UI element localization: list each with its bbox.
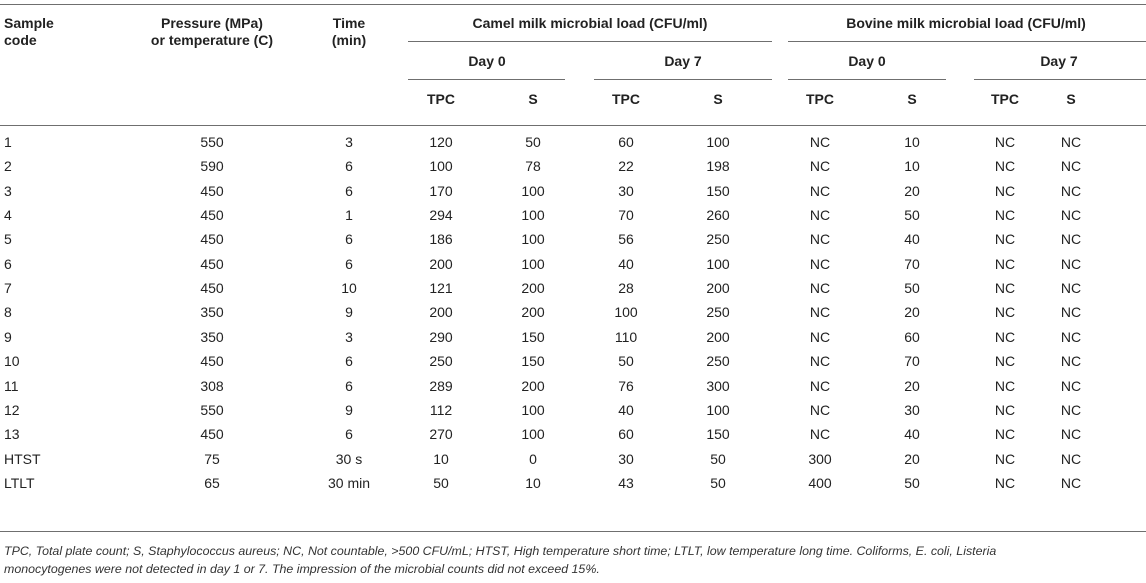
camel-group-rule [408, 41, 772, 42]
cell-camel-d0-s: 150 [521, 328, 545, 345]
cell-sample-code: 8 [4, 304, 12, 321]
cell-time: 6 [345, 231, 353, 248]
cell-camel-d7-s: 250 [706, 353, 730, 370]
cell-camel-d7-tpc: 40 [618, 401, 634, 418]
cell-camel-d0-s: 50 [525, 134, 541, 150]
header-bovine-d0-s: S [907, 91, 917, 107]
cell-camel-d0-s: 200 [521, 280, 545, 297]
cell-bovine-d0-s: 50 [904, 474, 920, 491]
cell-camel-d0-tpc: 186 [429, 231, 453, 248]
camel-day0-rule [408, 79, 565, 80]
cell-camel-d7-tpc: 100 [614, 304, 638, 321]
cell-camel-d7-tpc: 70 [618, 207, 634, 224]
cell-bovine-d0-tpc: NC [809, 426, 831, 443]
cell-bovine-d7-s: NC [1060, 134, 1082, 150]
cell-camel-d0-s: 78 [525, 158, 541, 175]
cell-bovine-d7-tpc: NC [994, 231, 1016, 248]
cell-bovine-d7-tpc: NC [994, 207, 1016, 224]
cell-bovine-d7-tpc: NC [994, 255, 1016, 272]
cell-camel-d0-s: 100 [521, 426, 545, 443]
bovine-group-rule [788, 41, 1146, 42]
cell-bovine-d0-s: 50 [904, 280, 920, 297]
cell-camel-d7-tpc: 30 [618, 182, 634, 199]
header-sample-code: Sample code [4, 15, 54, 48]
cell-bovine-d0-s: 20 [904, 450, 920, 467]
cell-bovine-d0-tpc: NC [809, 134, 831, 150]
cell-sample-code: 7 [4, 280, 12, 297]
header-camel-day0: Day 0 [468, 53, 506, 69]
cell-bovine-d7-s: NC [1060, 280, 1082, 297]
cell-camel-d0-tpc: 50 [433, 474, 449, 491]
cell-camel-d0-tpc: 250 [429, 353, 453, 370]
cell-camel-d0-tpc: 270 [429, 426, 453, 443]
cell-camel-d7-s: 100 [706, 134, 730, 150]
cell-time: 1 [345, 207, 353, 224]
header-camel-d7-tpc: TPC [612, 91, 640, 107]
cell-bovine-d7-s: NC [1060, 401, 1082, 418]
cell-camel-d0-tpc: 100 [429, 158, 453, 175]
cell-bovine-d7-tpc: NC [994, 280, 1016, 297]
cell-bovine-d7-s: NC [1060, 158, 1082, 175]
bovine-day0-rule [788, 79, 946, 80]
cell-camel-d0-tpc: 294 [429, 207, 453, 224]
cell-bovine-d7-tpc: NC [994, 158, 1016, 175]
cell-camel-d0-s: 100 [521, 207, 545, 224]
cell-bovine-d0-tpc: NC [809, 280, 831, 297]
cell-time: 9 [345, 304, 353, 321]
header-bovine-day0: Day 0 [848, 53, 886, 69]
cell-camel-d7-tpc: 60 [618, 134, 634, 150]
cell-bovine-d7-s: NC [1060, 474, 1082, 491]
cell-camel-d7-tpc: 40 [618, 255, 634, 272]
cell-camel-d7-s: 250 [706, 304, 730, 321]
cell-time: 6 [345, 377, 353, 394]
cell-time: 6 [345, 158, 353, 175]
cell-camel-d7-tpc: 110 [614, 328, 638, 345]
header-time: Time (min) [331, 15, 367, 48]
cell-camel-d7-tpc: 76 [618, 377, 634, 394]
header-bovine-d7-tpc: TPC [991, 91, 1019, 107]
cell-pressure: 308 [200, 377, 224, 394]
cell-camel-d0-s: 100 [521, 182, 545, 199]
cell-pressure: 75 [204, 450, 220, 467]
cell-camel-d7-tpc: 43 [618, 474, 634, 491]
cell-sample-code: 6 [4, 255, 12, 272]
cell-time: 3 [345, 134, 353, 150]
header-bovine-d7-s: S [1066, 91, 1076, 107]
cell-time: 9 [345, 401, 353, 418]
header-camel-d7-s: S [713, 91, 723, 107]
cell-bovine-d0-s: 40 [904, 231, 920, 248]
bovine-day7-rule [974, 79, 1146, 80]
cell-camel-d7-s: 100 [706, 401, 730, 418]
header-bovine-day7: Day 7 [1040, 53, 1078, 69]
cell-bovine-d0-tpc: NC [809, 377, 831, 394]
cell-bovine-d7-s: NC [1060, 255, 1082, 272]
cell-bovine-d7-s: NC [1060, 304, 1082, 321]
cell-sample-code: 5 [4, 231, 12, 248]
cell-bovine-d7-tpc: NC [994, 328, 1016, 345]
header-camel-group: Camel milk microbial load (CFU/ml) [472, 15, 708, 31]
cell-camel-d7-s: 150 [706, 426, 730, 443]
cell-camel-d7-s: 150 [706, 182, 730, 199]
cell-bovine-d0-tpc: NC [809, 231, 831, 248]
cell-bovine-d7-tpc: NC [994, 401, 1016, 418]
cell-pressure: 550 [200, 134, 224, 150]
cell-bovine-d0-tpc: NC [809, 158, 831, 175]
cell-camel-d7-s: 50 [710, 450, 726, 467]
cell-bovine-d7-tpc: NC [994, 353, 1016, 370]
cell-camel-d0-s: 150 [521, 353, 545, 370]
table-bottom-rule [0, 531, 1146, 532]
cell-pressure: 350 [200, 304, 224, 321]
cell-bovine-d0-tpc: NC [809, 182, 831, 199]
header-camel-d0-tpc: TPC [427, 91, 455, 107]
cell-time: 3 [345, 328, 353, 345]
cell-bovine-d0-s: 60 [904, 328, 920, 345]
header-camel-day7: Day 7 [664, 53, 702, 69]
cell-bovine-d0-s: 20 [904, 377, 920, 394]
cell-pressure: 450 [200, 280, 224, 297]
cell-bovine-d0-tpc: NC [809, 255, 831, 272]
cell-sample-code: 10 [4, 353, 20, 370]
cell-camel-d0-tpc: 112 [429, 401, 453, 418]
cell-time: 30 s [335, 450, 363, 467]
cell-camel-d7-tpc: 30 [618, 450, 634, 467]
cell-time: 6 [345, 426, 353, 443]
cell-bovine-d7-tpc: NC [994, 182, 1016, 199]
cell-bovine-d7-s: NC [1060, 182, 1082, 199]
cell-sample-code: 3 [4, 182, 12, 199]
cell-bovine-d7-tpc: NC [994, 450, 1016, 467]
cell-camel-d0-tpc: 290 [429, 328, 453, 345]
header-camel-d0-s: S [528, 91, 538, 107]
cell-bovine-d0-tpc: NC [809, 401, 831, 418]
cell-pressure: 450 [200, 353, 224, 370]
cell-bovine-d0-s: 50 [904, 207, 920, 224]
cell-camel-d7-s: 300 [706, 377, 730, 394]
cell-camel-d0-s: 200 [521, 377, 545, 394]
cell-camel-d7-s: 200 [706, 280, 730, 297]
cell-sample-code: 4 [4, 207, 12, 224]
cell-pressure: 550 [200, 401, 224, 418]
camel-day7-rule [594, 79, 772, 80]
cell-camel-d0-tpc: 200 [429, 304, 453, 321]
header-bovine-group: Bovine milk microbial load (CFU/ml) [846, 15, 1086, 31]
cell-pressure: 450 [200, 426, 224, 443]
cell-camel-d7-s: 250 [706, 231, 730, 248]
cell-time: 6 [345, 182, 353, 199]
cell-bovine-d7-tpc: NC [994, 134, 1016, 150]
cell-pressure: 350 [200, 328, 224, 345]
cell-sample-code: HTST [4, 450, 41, 467]
cell-camel-d0-s: 100 [521, 401, 545, 418]
cell-pressure: 450 [200, 182, 224, 199]
header-bovine-d0-tpc: TPC [806, 91, 834, 107]
cell-bovine-d7-s: NC [1060, 450, 1082, 467]
cell-camel-d7-s: 50 [710, 474, 726, 491]
cell-pressure: 450 [200, 207, 224, 224]
cell-camel-d7-s: 200 [706, 328, 730, 345]
cell-sample-code: 9 [4, 328, 12, 345]
cell-bovine-d7-tpc: NC [994, 304, 1016, 321]
cell-pressure: 590 [200, 158, 224, 175]
cell-bovine-d0-tpc: NC [809, 304, 831, 321]
cell-camel-d7-s: 198 [706, 158, 730, 175]
cell-bovine-d7-s: NC [1060, 353, 1082, 370]
cell-bovine-d7-tpc: NC [994, 377, 1016, 394]
cell-bovine-d7-s: NC [1060, 377, 1082, 394]
cell-sample-code: 2 [4, 158, 12, 175]
cell-bovine-d0-tpc: 400 [808, 474, 832, 491]
cell-camel-d7-s: 100 [706, 255, 730, 272]
cell-bovine-d0-tpc: NC [809, 353, 831, 370]
table-footnote [4, 542, 1140, 578]
cell-bovine-d7-tpc: NC [994, 474, 1016, 491]
cell-camel-d7-tpc: 56 [618, 231, 634, 248]
cell-sample-code: LTLT [4, 474, 35, 491]
cell-camel-d0-tpc: 120 [429, 134, 453, 150]
cell-camel-d0-tpc: 10 [433, 450, 449, 467]
cell-bovine-d7-s: NC [1060, 207, 1082, 224]
cell-bovine-d0-s: 10 [904, 158, 920, 175]
cell-camel-d0-s: 100 [521, 231, 545, 248]
cell-camel-d7-tpc: 22 [618, 158, 634, 175]
cell-camel-d0-s: 10 [525, 474, 541, 491]
cell-sample-code: 11 [4, 377, 19, 394]
cell-bovine-d0-s: 70 [904, 353, 920, 370]
cell-sample-code: 1 [4, 134, 12, 150]
cell-camel-d0-tpc: 289 [429, 377, 453, 394]
cell-camel-d0-tpc: 200 [429, 255, 453, 272]
cell-camel-d7-tpc: 60 [618, 426, 634, 443]
cell-bovine-d7-s: NC [1060, 426, 1082, 443]
cell-camel-d0-s: 0 [529, 450, 537, 467]
cell-pressure: 65 [204, 474, 220, 491]
cell-bovine-d7-tpc: NC [994, 426, 1016, 443]
cell-camel-d0-s: 100 [521, 255, 545, 272]
cell-bovine-d0-s: 20 [904, 304, 920, 321]
cell-bovine-d7-s: NC [1060, 328, 1082, 345]
cell-bovine-d7-s: NC [1060, 231, 1082, 248]
footnote-line-2: monocytogenes were not detected in day 1 or 7. The impression of the microbial counts did not exceed 15%. [4, 562, 600, 576]
cell-bovine-d0-s: 70 [904, 255, 920, 272]
cell-camel-d7-s: 260 [706, 207, 730, 224]
cell-bovine-d0-tpc: NC [809, 328, 831, 345]
cell-camel-d7-tpc: 28 [618, 280, 634, 297]
cell-sample-code: 13 [4, 426, 20, 443]
cell-camel-d0-tpc: 121 [429, 280, 453, 297]
cell-pressure: 450 [200, 231, 224, 248]
cell-bovine-d0-s: 20 [904, 182, 920, 199]
cell-time: 6 [345, 255, 353, 272]
cell-bovine-d0-s: 30 [904, 401, 920, 418]
cell-bovine-d0-s: 40 [904, 426, 920, 443]
footnote-line-1: TPC, Total plate count; S, Staphylococcus aureus; NC, Not countable, >500 CFU/mL; HTST, High temperature short time; LTLT, low temperature long time. Coliforms, E. coli, Listeria [4, 544, 997, 558]
cell-bovine-d0-tpc: 300 [808, 450, 832, 467]
header-pressure: Pressure (MPa) or temperature (C) [150, 15, 274, 48]
cell-bovine-d0-tpc: NC [809, 207, 831, 224]
cell-camel-d0-tpc: 170 [429, 182, 453, 199]
cell-time: 10 [341, 280, 357, 297]
cell-sample-code: 12 [4, 401, 20, 418]
cell-camel-d0-s: 200 [521, 304, 545, 321]
cell-pressure: 450 [200, 255, 224, 272]
cell-time: 30 min [327, 474, 371, 491]
cell-bovine-d0-s: 10 [904, 134, 920, 150]
cell-time: 6 [345, 353, 353, 370]
cell-camel-d7-tpc: 50 [618, 353, 634, 370]
top-rule [0, 4, 1146, 5]
header-bottom-rule [0, 125, 1146, 126]
